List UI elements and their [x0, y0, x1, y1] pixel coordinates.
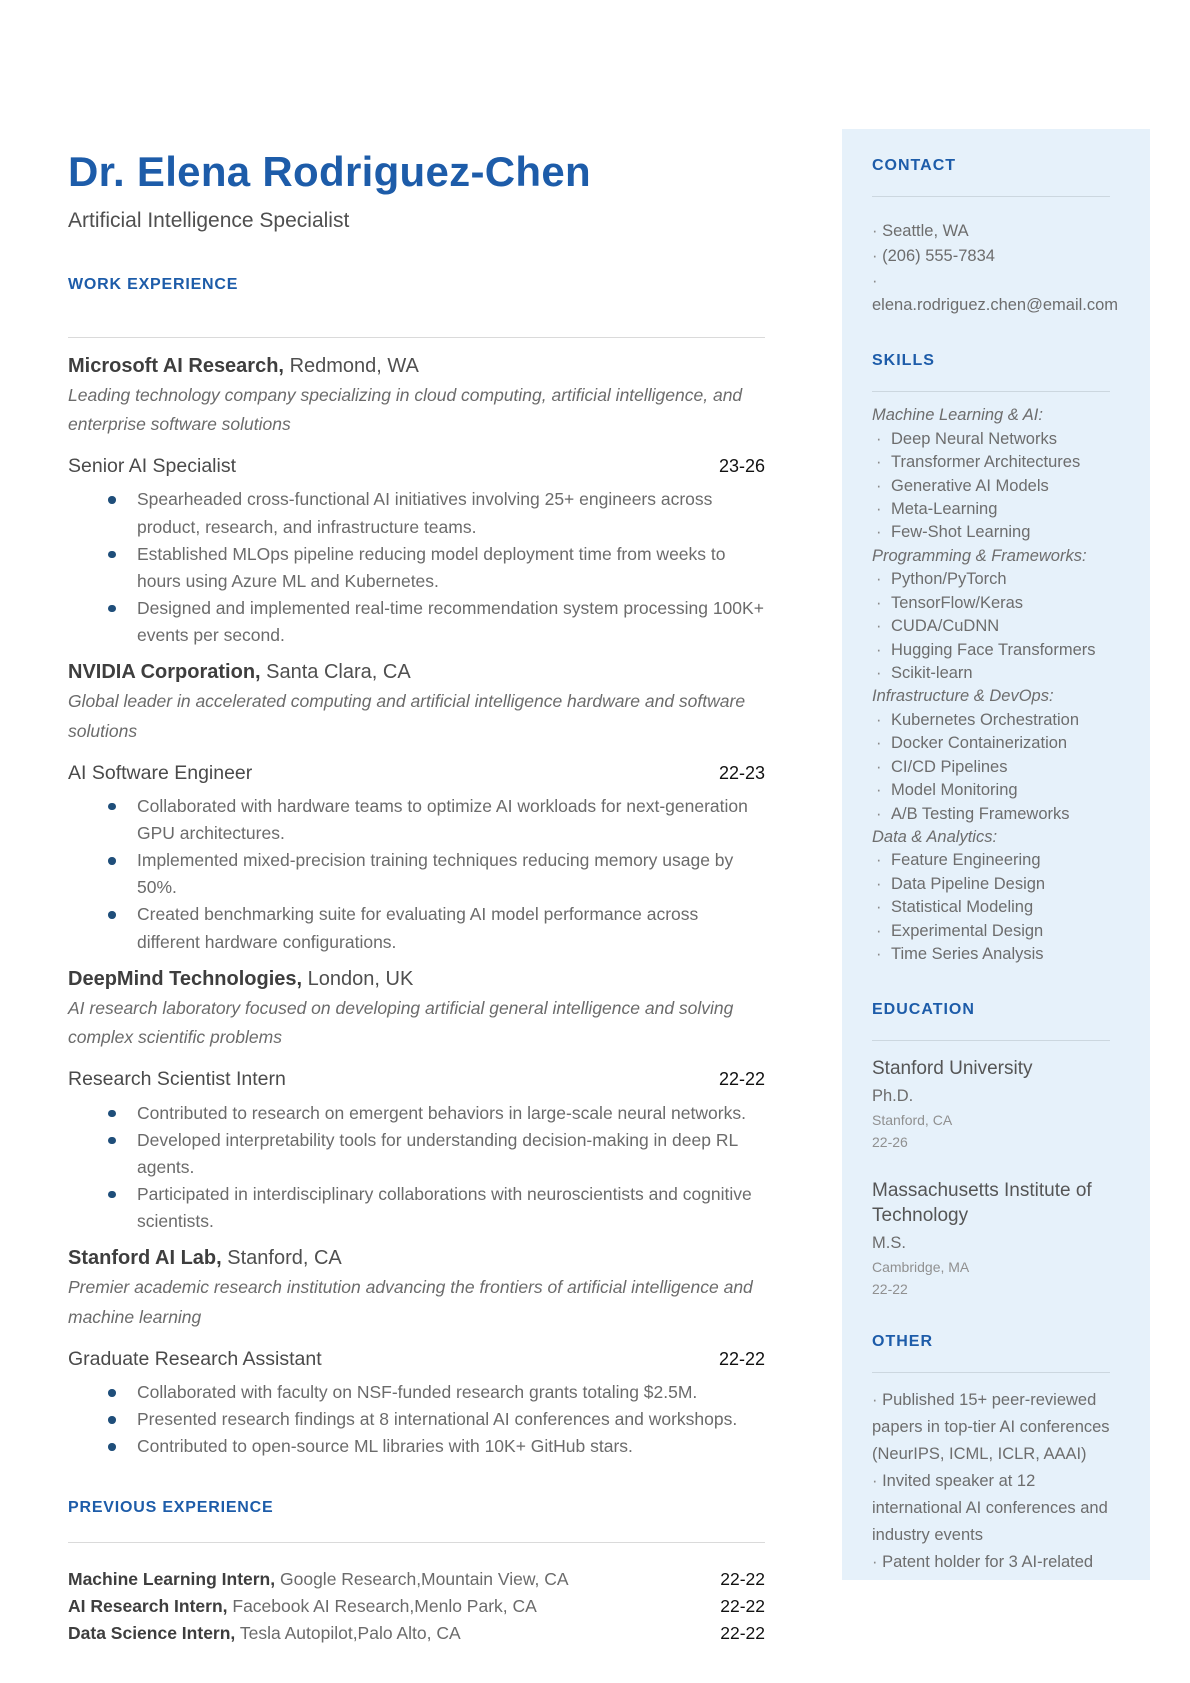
- previous-experience-row: [68, 1566, 765, 1593]
- job-bullet: Created benchmarking suite for evaluating AI model performance across different hardware configurations.: [68, 901, 765, 955]
- previous-company: Facebook AI Research,Menlo Park, CA: [232, 1595, 537, 1616]
- education-section: [872, 1000, 1120, 1299]
- job-bullet: Participated in interdisciplinary collaborations with neuroscientists and cognitive scientists.: [68, 1181, 765, 1235]
- skill-item: · Experimental Design: [872, 920, 1120, 943]
- school-name: Stanford University: [872, 1057, 1033, 1079]
- skill-item: · Docker Containerization: [872, 732, 1120, 755]
- other-section: [872, 1332, 1120, 1577]
- company-description: AI research laboratory focused on developing artificial general intelligence and solving complex scientific problems: [68, 997, 734, 1048]
- previous-role-line: [68, 1593, 537, 1620]
- divider: [872, 1040, 1110, 1041]
- job-dates: 22-22: [718, 1069, 765, 1090]
- school-name: Massachusetts Institute of Technology: [872, 1179, 1092, 1226]
- skill-item: · TensorFlow/Keras: [872, 592, 1120, 615]
- skill-item: · Model Monitoring: [872, 779, 1120, 802]
- job-bullet: Designed and implemented real-time recommendation system processing 100K+ events per second.: [68, 595, 765, 649]
- previous-company: Google Research,Mountain View, CA: [280, 1568, 569, 1589]
- job-bullet: Contributed to research on emergent behaviors in large-scale neural networks.: [68, 1100, 765, 1127]
- company-location: London, UK: [307, 967, 414, 990]
- job-bullet: Implemented mixed-precision training techniques reducing memory usage by 50%.: [68, 847, 765, 901]
- job-title: Graduate Research Assistant: [68, 1347, 322, 1370]
- education-list: [872, 1056, 1120, 1299]
- job-bullet: Collaborated with faculty on NSF-funded research grants totaling $2.5M.: [68, 1379, 765, 1406]
- contact-section: [872, 156, 1120, 318]
- skill-item: · Time Series Analysis: [872, 943, 1120, 966]
- skill-item: · Few-Shot Learning: [872, 521, 1120, 544]
- job-bullets: [68, 1379, 765, 1460]
- education-entry: [872, 1056, 1120, 1152]
- education-dates: 22-22: [872, 1281, 908, 1298]
- job-entry: [68, 1245, 765, 1460]
- skill-group-label: Infrastructure & DevOps:: [872, 687, 1054, 706]
- company-line: [68, 353, 765, 379]
- job-bullet: Contributed to open-source ML libraries with 10K+ GitHub stars.: [68, 1433, 765, 1460]
- degree: Ph.D.: [872, 1086, 914, 1105]
- skill-item: · Hugging Face Transformers: [872, 639, 1120, 662]
- other-list: [872, 1387, 1120, 1576]
- job-dates: 22-22: [718, 1348, 765, 1369]
- job-bullet: Developed interpretability tools for understanding decision-making in deep RL agents.: [68, 1127, 765, 1181]
- job-title: Senior AI Specialist: [68, 455, 237, 478]
- previous-dates: 22-22: [720, 1623, 765, 1644]
- role-row: [68, 761, 765, 786]
- previous-experience-row: [68, 1593, 765, 1620]
- job-bullets: [68, 1100, 765, 1236]
- previous-experience-list: [68, 1566, 765, 1648]
- previous-role: AI Research Intern,: [68, 1595, 228, 1616]
- skill-item: · CUDA/CuDNN: [872, 615, 1120, 638]
- contact-list: [872, 219, 1120, 318]
- divider: [68, 1542, 765, 1543]
- work-experience-heading: WORK EXPERIENCE: [68, 276, 239, 294]
- school-location: Cambridge, MA: [872, 1259, 970, 1276]
- job-dates: 23-26: [718, 456, 765, 477]
- company-line: [68, 659, 765, 685]
- education-dates: 22-26: [872, 1134, 908, 1151]
- company-location: Santa Clara, CA: [266, 661, 411, 684]
- skill-item: · Data Pipeline Design: [872, 873, 1120, 896]
- previous-experience-heading: PREVIOUS EXPERIENCE: [68, 1499, 274, 1517]
- resume-main-column: [68, 150, 765, 1647]
- skill-item: · Kubernetes Orchestration: [872, 709, 1120, 732]
- school-location: Stanford, CA: [872, 1112, 953, 1129]
- previous-role: Data Science Intern,: [68, 1623, 236, 1644]
- previous-dates: 22-22: [720, 1568, 765, 1589]
- contact-location: · Seattle, WA: [872, 219, 1120, 244]
- skill-group-label: Programming & Frameworks:: [872, 546, 1087, 565]
- candidate-name: Dr. Elena Rodriguez-Chen: [68, 148, 591, 195]
- company-description: Global leader in accelerated computing and artificial intelligence hardware and software solutions: [68, 691, 746, 741]
- previous-role: Machine Learning Intern,: [68, 1568, 276, 1589]
- skills-list: [872, 404, 1120, 966]
- job-bullets: [68, 793, 765, 956]
- skill-item: · Python/PyTorch: [872, 568, 1120, 591]
- previous-company: Tesla Autopilot,Palo Alto, CA: [239, 1623, 461, 1644]
- skills-heading: SKILLS: [872, 352, 935, 370]
- company-location: Stanford, CA: [227, 1247, 342, 1270]
- company-name: NVIDIA Corporation,: [68, 661, 261, 684]
- company-name: Microsoft AI Research,: [68, 354, 284, 377]
- skill-item: · CI/CD Pipelines: [872, 756, 1120, 779]
- job-bullet: Presented research findings at 8 international AI conferences and workshops.: [68, 1406, 765, 1433]
- company-name: DeepMind Technologies,: [68, 967, 303, 990]
- job-entry: [68, 966, 765, 1235]
- skill-group-label: Machine Learning & AI:: [872, 406, 1043, 425]
- contact-heading: CONTACT: [872, 157, 957, 174]
- education-heading: EDUCATION: [872, 1000, 975, 1018]
- job-bullet: Spearheaded cross-functional AI initiatives involving 25+ engineers across product, research, and infrastructure teams.: [68, 486, 765, 540]
- divider: [872, 1372, 1110, 1373]
- company-line: [68, 966, 765, 992]
- sidebar: [842, 129, 1150, 1576]
- other-item: · Invited speaker at 12 international AI conferences and industry events: [872, 1468, 1120, 1549]
- skill-item: · Statistical Modeling: [872, 896, 1120, 919]
- job-entry: [68, 659, 765, 956]
- job-entry: [68, 353, 765, 650]
- skills-section: [872, 351, 1120, 966]
- job-title: AI Software Engineer: [68, 761, 253, 784]
- contact-phone: · (206) 555-7834: [872, 244, 1120, 269]
- other-heading: OTHER: [872, 1332, 933, 1350]
- previous-experience-row: [68, 1620, 765, 1647]
- other-item: · Patent holder for 3 AI-related: [872, 1549, 1120, 1576]
- role-row: [68, 1347, 765, 1372]
- previous-dates: 22-22: [720, 1595, 765, 1616]
- company-name: Stanford AI Lab,: [68, 1247, 222, 1270]
- job-bullet: Collaborated with hardware teams to optimize AI workloads for next-generation GPU architectures.: [68, 793, 765, 847]
- education-entry: [872, 1178, 1120, 1299]
- degree: M.S.: [872, 1233, 906, 1252]
- skill-item: · Deep Neural Networks: [872, 428, 1120, 451]
- skill-item: · Transformer Architectures: [872, 451, 1120, 474]
- previous-role-line: [68, 1620, 461, 1647]
- role-row: [68, 1067, 765, 1092]
- skill-item: · Scikit-learn: [872, 662, 1120, 685]
- divider: [872, 196, 1110, 197]
- skill-item: · Feature Engineering: [872, 849, 1120, 872]
- previous-role-line: [68, 1566, 569, 1593]
- skill-group-label: Data & Analytics:: [872, 827, 998, 846]
- job-dates: 22-23: [718, 762, 765, 783]
- divider: [68, 337, 765, 338]
- role-row: [68, 454, 765, 479]
- skill-item: · Generative AI Models: [872, 475, 1120, 498]
- company-location: Redmond, WA: [289, 354, 419, 377]
- skill-item: · A/B Testing Frameworks: [872, 803, 1120, 826]
- company-description: Leading technology company specializing in cloud computing, artificial intelligence, and enterprise software solutions: [68, 384, 743, 435]
- candidate-title: Artificial Intelligence Specialist: [68, 209, 350, 233]
- company-description: Premier academic research institution advancing the frontiers of artificial intelligence and machine learning: [68, 1277, 753, 1327]
- divider: [872, 391, 1110, 392]
- other-item: · Published 15+ peer-reviewed papers in top-tier AI conferences (NeurIPS, ICML, ICLR, AAAI): [872, 1387, 1120, 1468]
- contact-email: · elena.rodriguez.chen@email.com: [872, 269, 1120, 319]
- company-line: [68, 1245, 765, 1271]
- job-bullets: [68, 486, 765, 649]
- job-title: Research Scientist Intern: [68, 1068, 286, 1091]
- skill-item: · Meta-Learning: [872, 498, 1120, 521]
- job-bullet: Established MLOps pipeline reducing model deployment time from weeks to hours using Azure ML and Kubernetes.: [68, 541, 765, 595]
